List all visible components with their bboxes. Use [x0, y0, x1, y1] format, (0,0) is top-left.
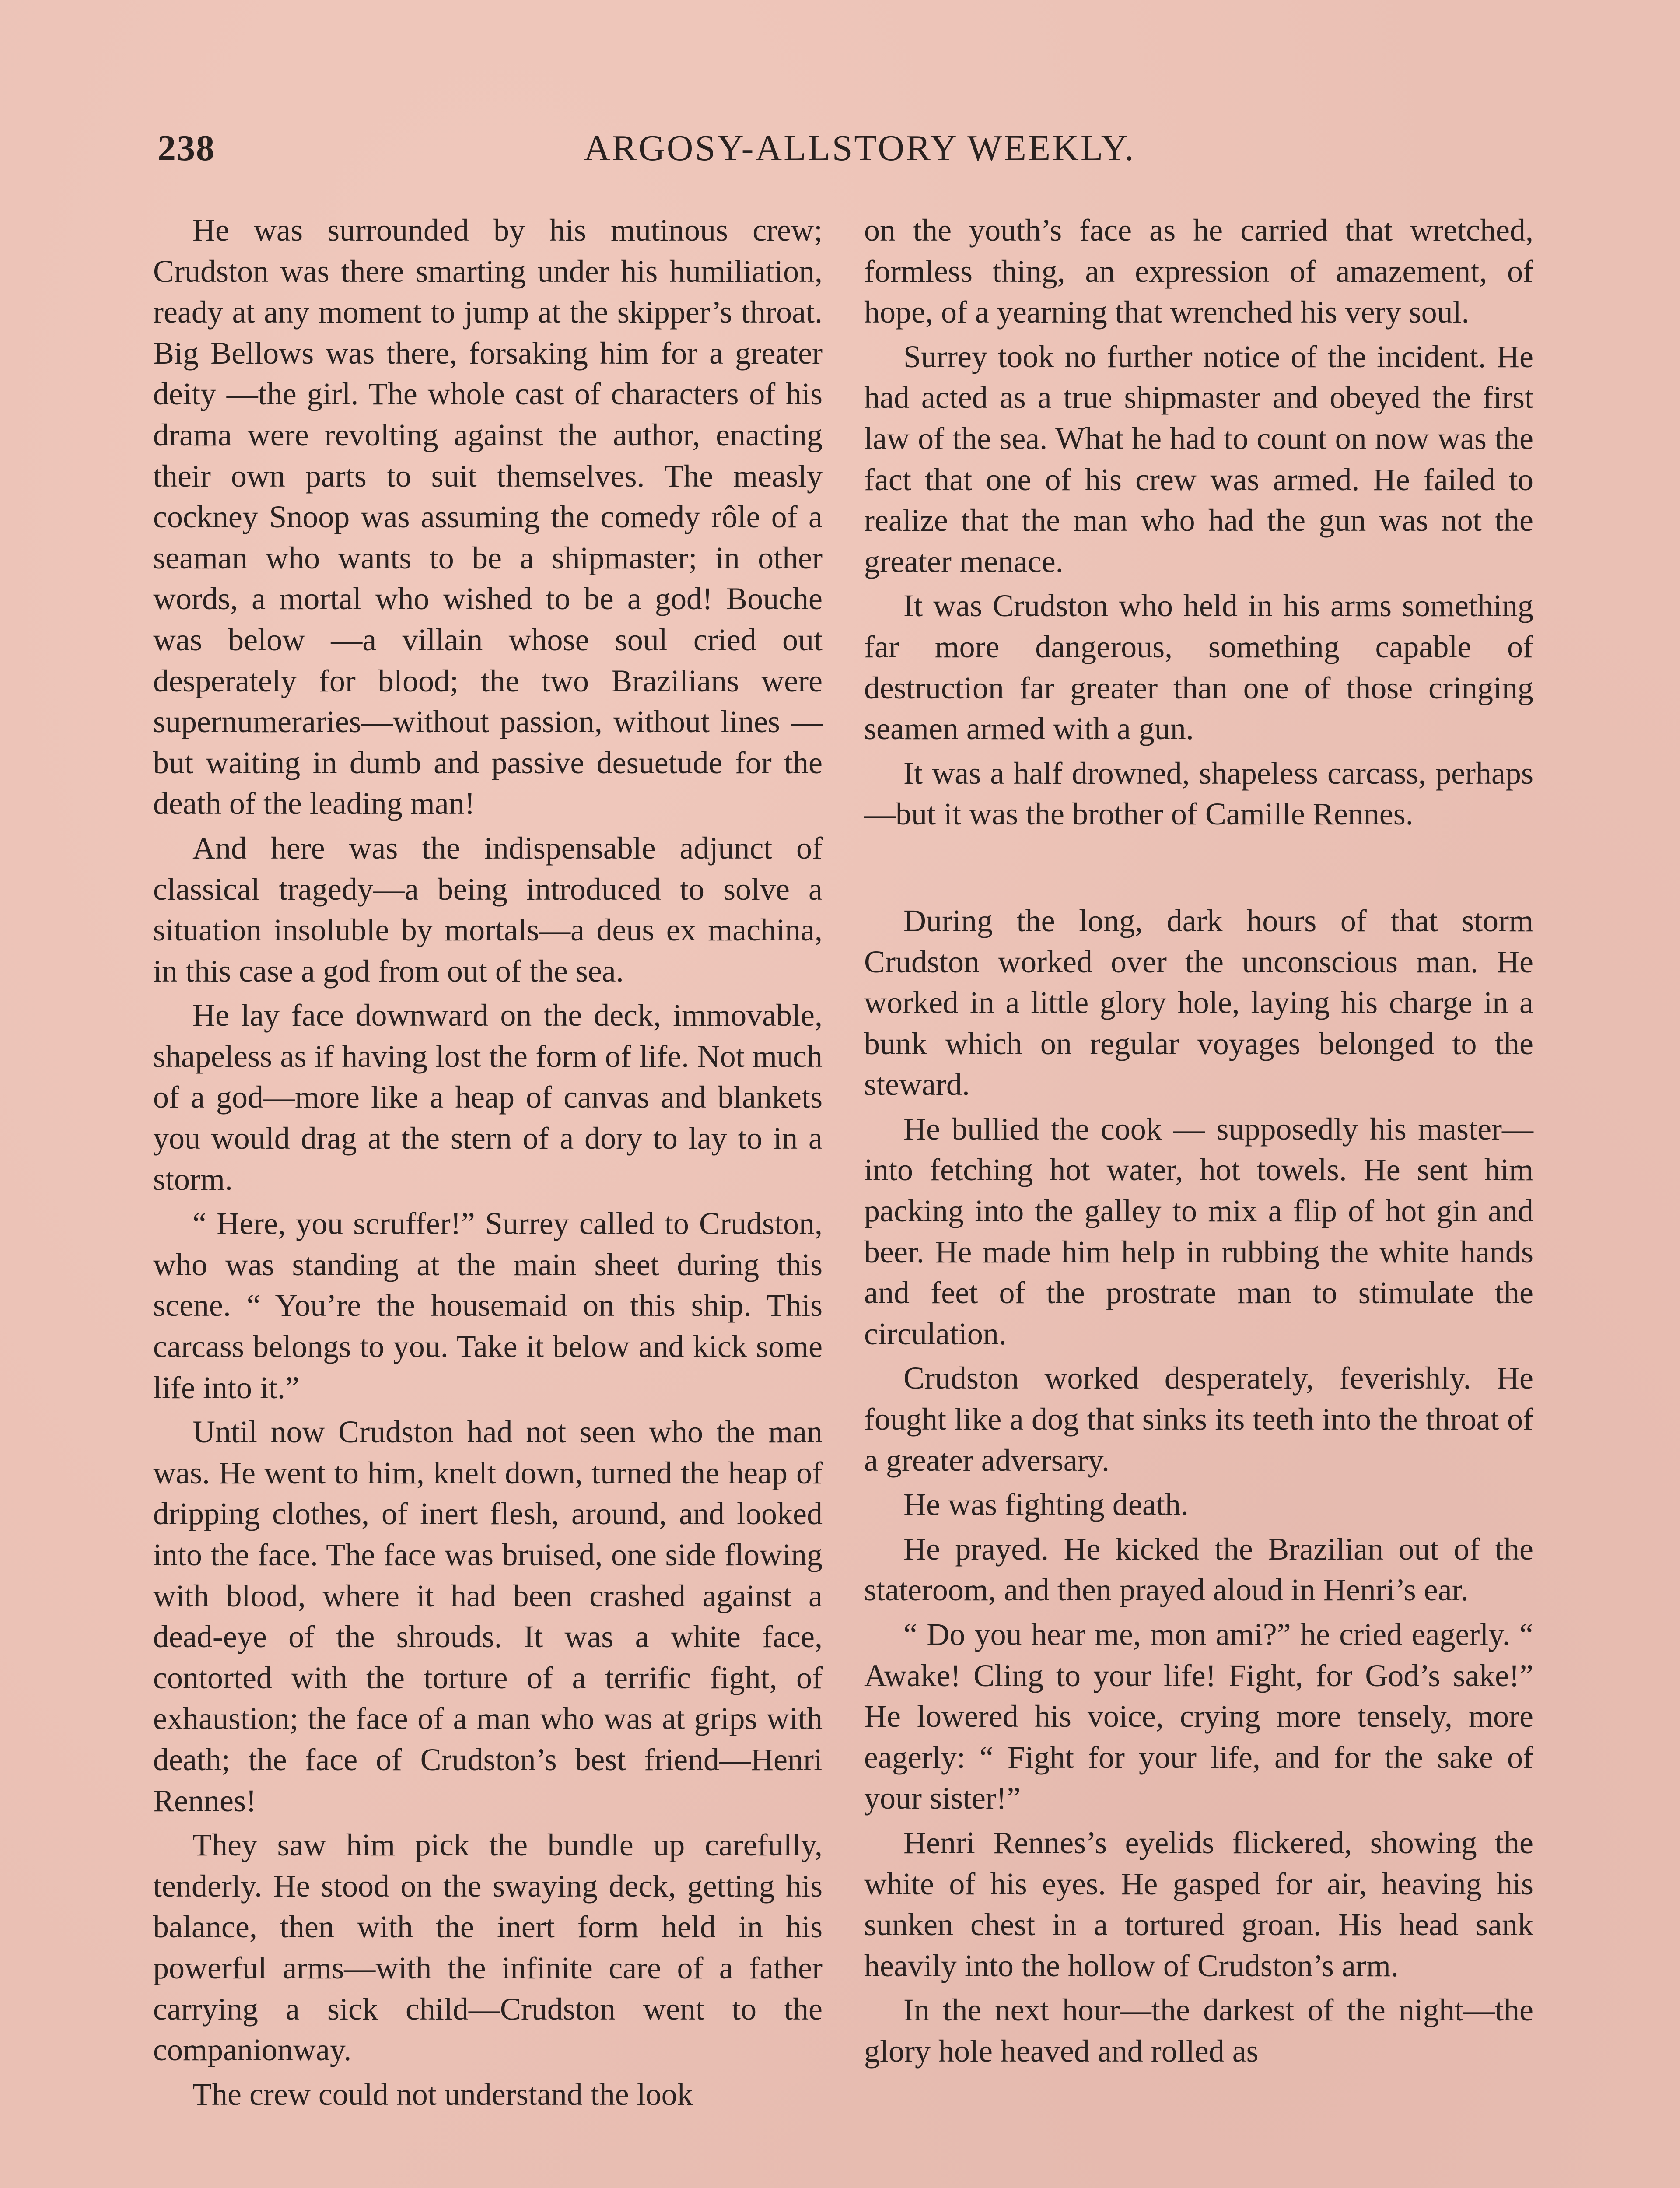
paragraph: He lay face downward on the deck, immovable, shapeless as if having lost the form of life. Not much of a god—more like a heap of canvas and blankets you would drag at the stern of a dory to lay to in a storm. — [153, 998, 822, 1197]
right-column — [864, 210, 1533, 2076]
page-header — [158, 127, 1562, 179]
paragraph: Until now Crudston had not seen who the man was. He went to him, knelt down, turned the heap of dripping clothes, of inert flesh, around, and looked into the face. The face was bruised, one side flowing with blood, where it had been crashed against a dead-eye of the shrouds. It was a white face, contorted with the torture of a terrific fight, of exhaustion; the face of a man who was at grips with death; the face of Crudston’s best friend—Henri Rennes! — [153, 1414, 822, 1818]
paragraph: on the youth’s face as he carried that wretched, formless thing, an expression of amazement, of hope, of a yearning that wrenched his very soul. — [864, 213, 1533, 330]
page-number: 238 — [158, 128, 215, 168]
paragraph: “ Do you hear me, mon ami?” he cried eagerly. “ Awake! Cling to your life! Fight, for God’s sake!” He lowered his voice, crying more tensely, more eagerly: “ Fight for your life, and for the sake of your sister!” — [864, 1617, 1533, 1816]
paragraph: They saw him pick the bundle up carefully, tenderly. He stood on the swaying deck, getting his balance, then with the inert form held in his powerful arms—with the infinite care of a father carrying a sick child—Crudston went to the companionway. — [153, 1827, 822, 2068]
paragraph: During the long, dark hours of that storm Crudston worked over the unconscious man. He worked in a little glory hole, laying his charge in a bunk which on regular voyages belonged to the steward. — [864, 903, 1533, 1102]
paragraph: Henri Rennes’s eyelids flickered, showing the white of his eyes. He gasped for air, heaving his sunken chest in a tortured groan. His head sank heavily into the hollow of Crudston’s arm. — [864, 1825, 1533, 1983]
paragraph: He was surrounded by his mutinous crew; Crudston was there smarting under his humiliation, ready at any moment to jump at the skipper’s throat. Big Bellows was there, forsaking him for a greater deity —the girl. The whole cast of characters of his drama were revolting against the author, enacting their own parts to suit themselves. The measly cockney Snoop was assuming the comedy rôle of a seaman who wants to be a shipmaster; in other words, a mortal who wished to be a god! Bouche was below —a villain whose soul cried out desperately for blood; the two Brazilians were supernumeraries—without passion, without lines —but waiting in dumb and passive desuetude for the death of the leading man! — [153, 213, 822, 821]
running-head: ARGOSY-ALLSTORY WEEKLY. — [584, 128, 1136, 168]
paragraph: He was fighting death. — [903, 1487, 1189, 1522]
paragraph: And here was the indispensable adjunct of classical tragedy—a being introduced to solve a situation insoluble by mortals—a deus ex machina, in this case a god from out of the sea. — [153, 830, 822, 989]
paragraph: He prayed. He kicked the Brazilian out of the stateroom, and then prayed aloud in Henri’s ear. — [864, 1531, 1533, 1608]
paragraph: Surrey took no further notice of the incident. He had acted as a true shipmaster and obeyed the first law of the sea. What he had to count on now was the fact that one of his crew was armed. He failed to realize that the man who had the gun was not the greater menace. — [864, 339, 1533, 579]
left-column — [153, 210, 822, 2118]
paragraph: Crudston worked desperately, feverishly. He fought like a dog that sinks its teeth into the throat of a greater adversary. — [864, 1360, 1533, 1478]
paragraph: He bullied the cook — supposedly his master—into fetching hot water, hot towels. He sent him packing into the galley to mix a flip of hot gin and beer. He made him help in rubbing the white hands and feet of the prostrate man to stimulate the circulation. — [864, 1111, 1533, 1351]
paragraph: The crew could not understand the look — [192, 2076, 693, 2112]
paragraph: “ Here, you scruffer!” Surrey called to Crudston, who was standing at the main sheet during this scene. “ You’re the housemaid on this ship. This carcass belongs to you. Take it below and kick some life into it.” — [153, 1206, 822, 1405]
paragraph: It was Crudston who held in his arms something far more dangerous, something capable of destruction far greater than one of those cringing seamen armed with a gun. — [864, 588, 1533, 747]
paragraph: In the next hour—the darkest of the night—the glory hole heaved and rolled as — [864, 1992, 1533, 2069]
paragraph: It was a half drowned, shapeless carcass, perhaps—but it was the brother of Camille Rennes. — [864, 755, 1533, 832]
